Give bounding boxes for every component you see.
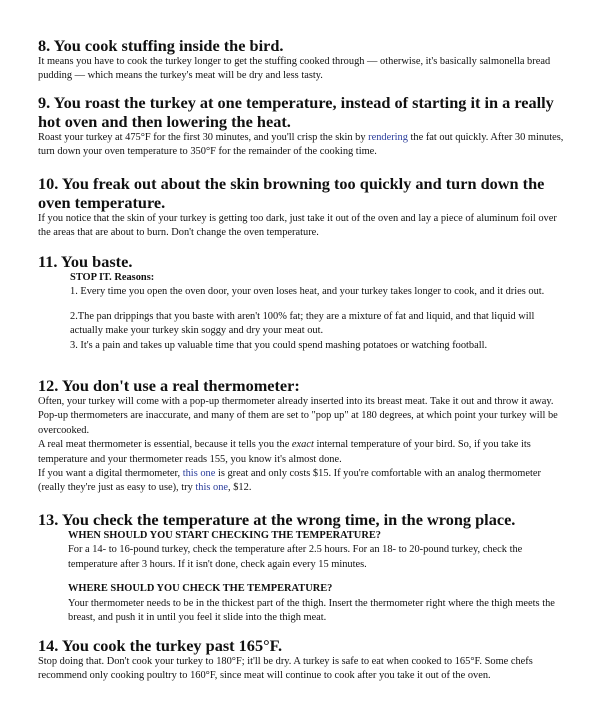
section-14-heading: 14. You cook the turkey past 165°F. xyxy=(38,636,283,655)
section-8-body: It means you have to cook the turkey longer to get the stuffing cooked through — otherwise, it's basically salmonella bread pudding — which means the turkey's meat will be dry and less tasty. xyxy=(38,56,551,82)
question-when: WHEN SHOULD YOU START CHECKING THE TEMPERATURE? xyxy=(68,530,381,541)
section-12-para-3: If you want a digital thermometer, this one is great and only costs $15. If you're comfortable with an analog thermometer (really they're just as easy to use), try this one, $12. xyxy=(38,468,541,494)
section-11-subheading: STOP IT. Reasons: xyxy=(70,272,155,283)
section-8-heading: 8. You cook stuffing inside the bird. xyxy=(38,36,284,55)
section-13 xyxy=(38,510,566,625)
section-9-heading: 9. You roast the turkey at one temperature, instead of starting it in a really hot oven and then lowering the heat. xyxy=(38,93,554,131)
reason-3: 3. It's a pain and takes up valuable time that you could spend mashing potatoes or watching football. xyxy=(70,339,488,351)
section-14 xyxy=(38,636,566,684)
section-12-para-1: Often, your turkey will come with a pop-up thermometer already inserted into its breast meat. Take it out and throw it away. Pop-up thermometers are inaccurate, and many of them are set to "pop up" at 180 degrees, at which point your turkey will be overcooked. xyxy=(38,396,558,436)
digital-thermometer-link[interactable]: this one xyxy=(182,468,216,480)
section-14-body: Stop doing that. Don't cook your turkey to 180°F; it'll be dry. A turkey is safe to eat when cooked to 165°F. Some chefs recommend only cooking poultry to 160°F, since meat will continue to cook after you take it out of the oven. xyxy=(38,656,533,682)
reason-2: 2.The pan drippings that you baste with aren't 100% fat; they are a mixture of fat and liquid, and that liquid will actually make your turkey skin soggy and dry your meat out. xyxy=(70,310,535,337)
section-10-heading: 10. You freak out about the skin browning too quickly and turn down the oven temperature. xyxy=(38,174,545,212)
section-12-heading: 12. You don't use a real thermometer: xyxy=(38,376,300,395)
section-11 xyxy=(38,252,566,353)
answer-where: Your thermometer needs to be in the thickest part of the thigh. Insert the thermometer right where the thigh meets the breast, and push it in until you feel it slide into the thigh meat. xyxy=(68,597,555,624)
section-12-para-2: A real meat thermometer is essential, because it tells you the exact internal temperature of your bird. So, if you take its temperature and your thermometer reads 155, you know it's almost done. xyxy=(38,439,531,465)
section-8 xyxy=(38,36,566,84)
section-13-heading: 13. You check the temperature at the wrong time, in the wrong place. xyxy=(38,510,516,529)
section-10-body: If you notice that the skin of your turkey is getting too dark, just take it out of the oven and lay a piece of aluminum foil over the areas that are about to burn. Don't change the oven temperature. xyxy=(38,213,557,239)
rendering-link[interactable]: rendering xyxy=(368,132,408,143)
answer-when: For a 14- to 16-pound turkey, check the temperature after 2.5 hours. For an 18- to 20-pound turkey, check the temperature after 3 hours. If it isn't done, check again every 15 minutes. xyxy=(68,544,523,570)
question-where: WHERE SHOULD YOU CHECK THE TEMPERATURE? xyxy=(68,583,333,595)
section-10 xyxy=(38,174,566,241)
section-11-heading: 11. You baste. xyxy=(38,252,133,271)
section-12 xyxy=(38,376,566,496)
analog-thermometer-link[interactable]: this one xyxy=(195,482,229,494)
reason-1: 1. Every time you open the oven door, your oven loses heat, and your turkey takes longer to cook, and it dries out. xyxy=(70,286,545,298)
section-9 xyxy=(38,93,566,160)
section-9-body: Roast your turkey at 475°F for the first 30 minutes, and you'll crisp the skin by rendering the fat out quickly. After 30 minutes, turn down your oven temperature to 350°F for the remainder of the cooking time. xyxy=(38,132,564,158)
